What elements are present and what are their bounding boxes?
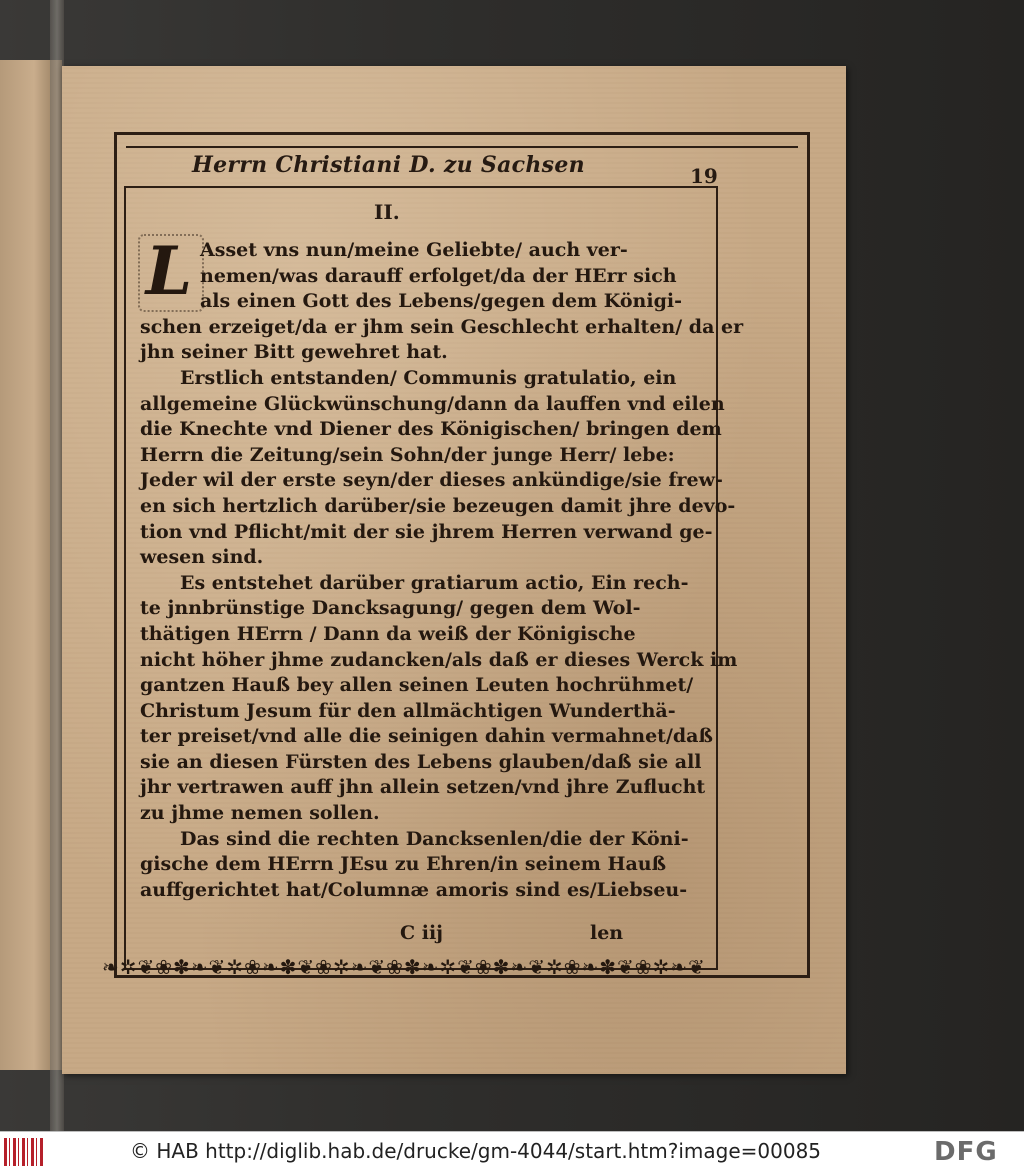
text-line: zu jhme nemen sollen.: [140, 802, 380, 825]
decorated-initial: L: [145, 232, 193, 310]
text-line: allgemeine Glückwünschung/dann da lauffen vnd eilen: [140, 392, 725, 415]
section-number: II.: [374, 200, 400, 224]
signature-mark: C iij: [400, 922, 444, 944]
text-line: Erstlich entstanden/ Communis gratulatio, ein: [180, 366, 677, 389]
text-line: thätigen HErrn / Dann da weiß der Königische: [140, 622, 636, 645]
text-line: tion vnd Pflicht/mit der sie jhrem Herren verwand ge-: [140, 520, 713, 543]
text-line: nicht höher jhme zudancken/als daß er dieses Werck im: [140, 648, 738, 671]
text-line: jhn seiner Bitt gewehret hat.: [140, 341, 448, 364]
running-head: Herrn Christiani D. zu Sachsen: [192, 152, 585, 178]
text-line: Christum Jesum für den allmächtigen Wunderthä-: [140, 699, 676, 722]
dfg-logo: DFG: [934, 1137, 998, 1167]
text-line: Herrn die Zeitung/sein Sohn/der junge Herr/ lebe:: [140, 443, 675, 466]
copyright-link[interactable]: © HAB http://diglib.hab.de/drucke/gm-4044/start.htm?image=00085: [130, 1139, 822, 1163]
text-line: schen erzeiget/da er jhm sein Geschlecht erhalten/ da er: [140, 315, 744, 338]
header-rule: [126, 146, 798, 148]
text-line: wesen sind.: [140, 546, 264, 569]
text-line: nemen/was darauff erfolget/da der HErr sich: [200, 264, 677, 287]
catchword: len: [590, 922, 624, 944]
text-line: ter preiset/vnd alle die seinigen dahin vermahnet/daß: [140, 725, 713, 748]
text-line: gische dem HErrn JEsu zu Ehren/in seinem Hauß: [140, 853, 667, 876]
text-line: Es entstehet darüber gratiarum actio, Ein rech-: [180, 571, 689, 594]
text-line: te jnnbrünstige Dancksagung/ gegen dem Wol-: [140, 597, 641, 620]
text-line: auffgerichtet hat/Columnæ amoris sind es/Liebseu-: [140, 878, 688, 901]
text-line: die Knechte vnd Diener des Königischen/ bringen dem: [140, 418, 722, 441]
text-line: Jeder wil der erste seyn/der dieses ankündige/sie frew-: [140, 469, 723, 492]
text-line: jhr vertrawen auff jhn allein setzen/vnd jhre Zuflucht: [140, 776, 706, 799]
text-line: sie an diesen Fürsten des Lebens glauben/daß sie all: [140, 750, 702, 773]
text-line: als einen Gott des Lebens/gegen dem Königi-: [200, 290, 682, 313]
ornamental-border: ❧✲❦❀✽❧❦✲❀❧✽❦❀✲❧❦❀✽❧✲❦❀✽❧❦✲❀❧✽❦❀✲❧❦: [102, 955, 706, 979]
text-line: en sich hertzlich darüber/sie bezeugen damit jhre devo-: [140, 494, 736, 517]
page-number: 19: [690, 164, 718, 188]
text-line: Das sind die rechten Dancksenlen/die der Köni-: [180, 827, 689, 850]
barcode-icon: [4, 1138, 44, 1166]
text-line: Asset vns nun/meine Geliebte/ auch ver-: [200, 239, 628, 261]
body-text: [140, 232, 744, 903]
footer-bar: [0, 1131, 1024, 1172]
book-page: [62, 66, 846, 1074]
text-line: gantzen Hauß bey allen seinen Leuten hochrühmet/: [140, 674, 694, 697]
